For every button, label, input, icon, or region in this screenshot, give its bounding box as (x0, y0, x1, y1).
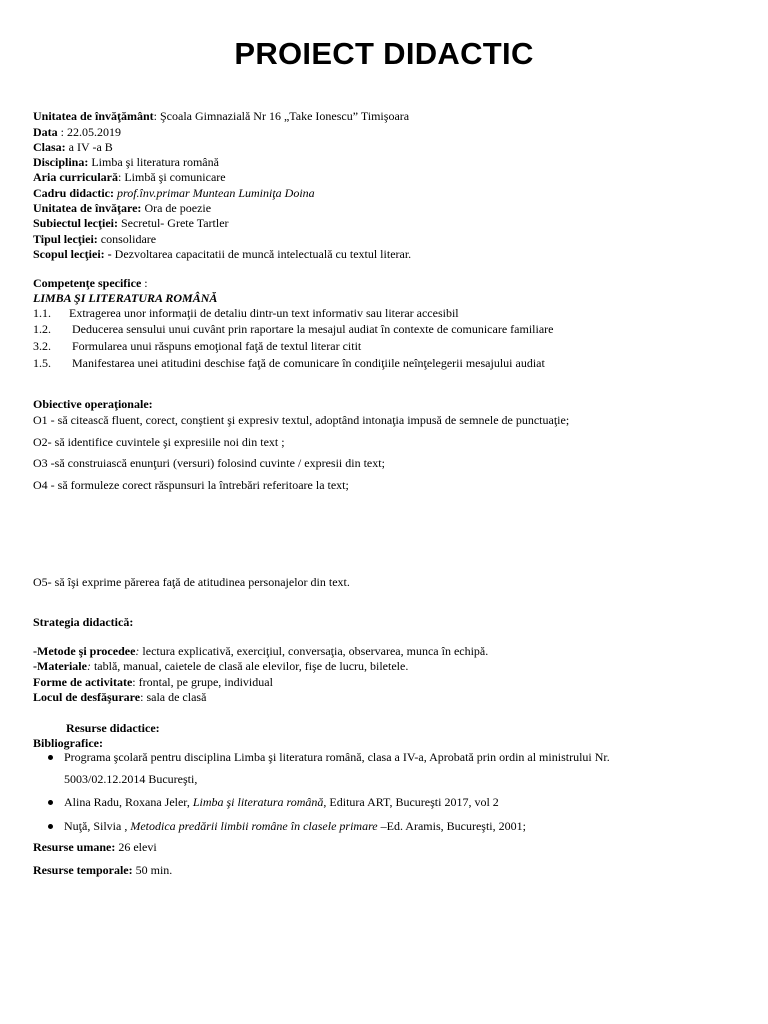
value: : 22.05.2019 (57, 125, 122, 139)
label: Data (33, 125, 58, 139)
info-scopul (33, 247, 411, 262)
heading-text: Competenţe specifice (33, 276, 142, 290)
bullet-icon (48, 824, 53, 829)
colon: : (135, 644, 140, 658)
competenta-item (33, 322, 553, 337)
competente-heading (33, 276, 148, 291)
competenta-item (33, 356, 545, 371)
biblio-item-2 (64, 795, 499, 810)
competenta-item (33, 339, 361, 354)
value: lectura explicativă, exerciţiul, conversaţia, observarea, munca în echipă. (139, 644, 489, 658)
book-title: Limba şi literatura română (192, 795, 324, 809)
label: Unitatea de învăţare: (33, 201, 142, 215)
value: Dezvoltarea capacitatii de muncă intelectuală cu textul literar. (111, 247, 412, 261)
strategia-materiale (33, 659, 408, 674)
label: Unitatea de învăţământ (33, 109, 154, 123)
label: Aria curriculară (33, 170, 118, 184)
obiectiv-o4: O4 - să formuleze corect răspunsuri la întrebări referitoare la text; (33, 478, 349, 492)
publisher: –Ed. Aramis, Bucureşti, 2001; (377, 819, 526, 833)
info-aria (33, 170, 226, 185)
value: a IV -a B (65, 140, 113, 154)
competenta-item (33, 306, 459, 321)
heading-text: Strategia didactică: (33, 615, 134, 629)
obiectiv-o5: O5- să îşi exprime părerea faţă de atitudinea personajelor din text. (33, 575, 350, 589)
label: Resurse umane: (33, 840, 116, 854)
value: prof.înv.primar Muntean Luminiţa Doina (114, 186, 315, 200)
info-subiectul (33, 216, 229, 231)
value: Secretul- Grete Tartler (117, 216, 229, 230)
info-clasa (33, 140, 113, 155)
biblio-item-1-line1: Programa şcolară pentru disciplina Limba şi literatura română, clasa a IV-a, Aprobată prin ordin al ministrului Nr. (64, 750, 610, 764)
bullet-icon (48, 800, 53, 805)
authors: Alina Radu, Roxana Jeler, (64, 795, 193, 809)
info-unitatea-invatare (33, 201, 211, 216)
label: Subiectul lecţiei: (33, 216, 118, 230)
label: Resurse temporale: (33, 863, 133, 877)
subject-text: LIMBA ŞI LITERATURA ROMÂNĂ (33, 291, 218, 305)
heading-text: Resurse didactice: (66, 721, 160, 735)
obiectiv-o3: O3 -să construiască enunţuri (versuri) folosind cuvinte / expresii din text; (33, 456, 385, 470)
colon: : (86, 659, 91, 673)
biblio-item-1-line2: 5003/02.12.2014 Bucureşti, (64, 772, 198, 786)
info-unitatea (33, 109, 409, 124)
label: Cadru didactic: (33, 186, 114, 200)
value: : Limbă şi comunicare (117, 170, 226, 184)
value: Limba şi literatura română (88, 155, 219, 169)
info-disciplina (33, 155, 219, 170)
item-number: 1.2. (33, 322, 51, 336)
info-data (33, 125, 121, 140)
item-number: 1.1. (33, 306, 51, 320)
strategia-forme (33, 675, 273, 690)
label: Forme de activitate (33, 675, 133, 689)
publisher: , Editura ART, Bucureşti 2017, vol 2 (323, 795, 499, 809)
item-number: 1.5. (33, 356, 51, 370)
biblio-item-3 (64, 819, 526, 834)
value: 50 min. (132, 863, 173, 877)
value: 26 elevi (115, 840, 157, 854)
label: Locul de desfăşurare (33, 690, 141, 704)
heading-text: Obiective operaţionale: (33, 397, 153, 411)
obiectiv-o1: O1 - să citească fluent, corect, conştient şi expresiv textul, adoptând intonaţia impusă de semnele de punctuaţie; (33, 413, 570, 427)
value: Ora de poezie (141, 201, 212, 215)
info-cadru (33, 186, 315, 201)
label: Tipul lecţiei: (33, 232, 98, 246)
authors: Nuţă, Silvia , (64, 819, 131, 833)
competente-subject (33, 291, 217, 306)
obiective-heading (33, 397, 153, 412)
page-title: PROIECT DIDACTIC (234, 36, 534, 71)
bullet-icon (48, 755, 53, 760)
resurse-heading (66, 721, 160, 736)
item-text: Deducerea sensului unui cuvânt prin raportare la mesajul audiat în contexte de comunicare familiare (69, 322, 554, 336)
value: consolidare (97, 232, 157, 246)
label: -Materiale (33, 659, 87, 673)
label: Clasa: (33, 140, 66, 154)
strategia-heading (33, 615, 133, 630)
value: : sala de clasă (140, 690, 207, 704)
label: -Metode şi procedee (33, 644, 136, 658)
item-text: Formularea unui răspuns emoţional faţă de textul literar citit (69, 339, 362, 353)
heading-suffix: : (141, 276, 148, 290)
item-text: Manifestarea unei atitudini deschise faţă de comunicare în condiţiile neînţelegerii mesajului audiat (69, 356, 545, 370)
bibliografice-heading (33, 736, 103, 751)
value: : Şcoala Gimnazială Nr 16 „Take Ionescu” Timişoara (153, 109, 410, 123)
value: : frontal, pe grupe, individual (132, 675, 273, 689)
item-number: 3.2. (33, 339, 51, 353)
label: Disciplina: (33, 155, 89, 169)
value: tablă, manual, caietele de clasă ale elevilor, fişe de lucru, biletele. (90, 659, 409, 673)
resurse-umane (33, 840, 157, 855)
item-text: Extragerea unor informaţii de detaliu dintr-un text informativ sau literar accesibil (69, 306, 459, 320)
obiectiv-o2: O2- să identifice cuvintele şi expresiile noi din text ; (33, 435, 285, 449)
heading-text: Bibliografice: (33, 736, 103, 750)
strategia-locul (33, 690, 206, 705)
strategia-metode (33, 644, 488, 659)
resurse-temporale (33, 863, 172, 878)
info-tipul (33, 232, 156, 247)
label: Scopul lecţiei: - (33, 247, 112, 261)
book-title: Metodica predării limbii române în clasele primare (130, 819, 378, 833)
